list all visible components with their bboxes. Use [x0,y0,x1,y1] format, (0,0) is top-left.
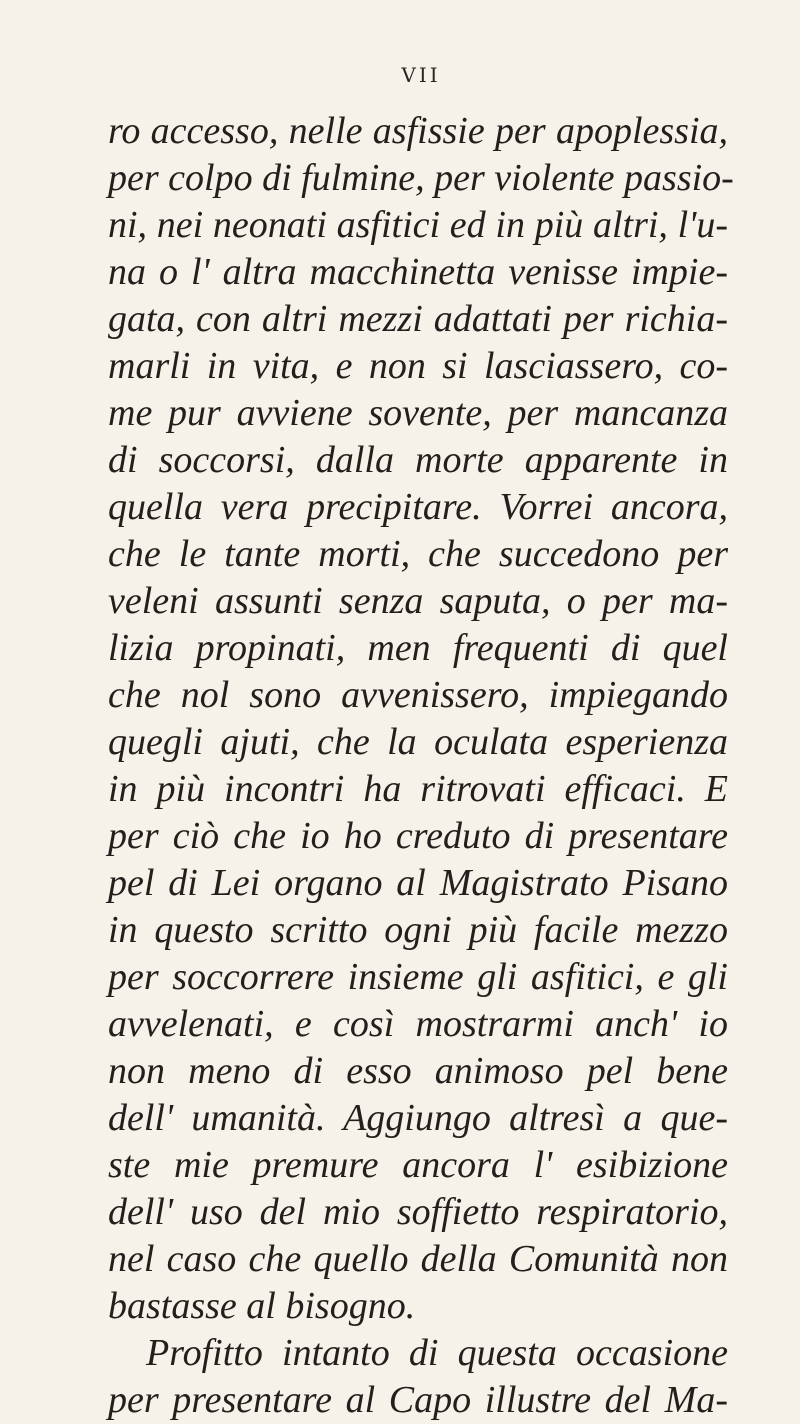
text-line: na o l' altra macchinetta venisse impie- [108,251,728,293]
text-line: nel caso che quello della Comunità non [108,1238,728,1280]
text-line: pel di Lei organo al Magistrato Pisano [108,862,728,904]
text-line: ste mie premure ancora l' esibizione [108,1144,728,1186]
text-line: per ciò che io ho creduto di presentare [108,815,728,857]
text-line: lizia propinati, men frequenti di quel [108,627,728,669]
text-line: per colpo di fulmine, per violente passio- [108,157,734,199]
text-line: marli in vita, e non si lasciassero, co- [108,345,728,387]
text-line: che le tante morti, che succedono per [108,533,728,575]
text-line: gata, con altri mezzi adattati per richia- [108,298,728,340]
text-line: dell' umanità. Aggiungo altresì a que- [108,1097,728,1139]
body-text [108,108,734,1424]
text-line: per presentare al Capo illustre del Ma- [108,1379,728,1421]
text-line: quella vera precipitare. Vorrei ancora, [108,486,728,528]
text-line: per soccorrere insieme gli asfitici, e gli [108,956,728,998]
text-line: dell' uso del mio soffietto respiratorio, [108,1191,728,1233]
text-line: di soccorsi, dalla morte apparente in [108,439,728,481]
paragraph-end-line: bastasse al bisogno. [108,1285,416,1327]
text-line: in più incontri ha ritrovati efficaci. E [108,768,728,810]
text-line: me pur avviene sovente, per mancanza [108,392,728,434]
text-line: che nol sono avvenissero, impiegando [108,674,728,716]
text-line: non meno di esso animoso pel bene [108,1050,728,1092]
text-line: veleni assunti senza saputa, o per ma- [108,580,728,622]
text-line: avvelenati, e così mostrarmi anch' io [108,1003,728,1045]
page-number: VII [401,63,441,87]
text-line: quegli ajuti, che la oculata esperienza [108,721,728,763]
text-line: in questo scritto ogni più facile mezzo [108,909,728,951]
text-line: ni, nei neonati asfitici ed in più altri, l'u- [108,204,728,246]
text-line: ro accesso, nelle asfissie per apoplessia, [108,110,728,152]
paragraph-start-line: Profitto intanto di questa occasione [146,1332,728,1374]
